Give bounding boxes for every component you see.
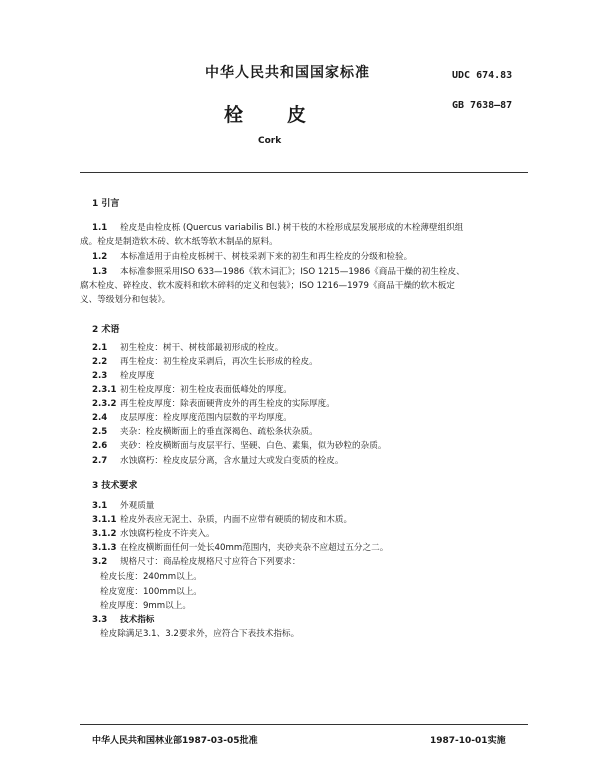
para-1-1 <box>92 222 463 235</box>
item-text: 水蚀腐朽：栓皮皮层分离，含水量过大或发白变质的栓皮。 <box>120 456 344 466</box>
item-number: 3.1 <box>92 501 108 511</box>
item-text: 再生栓皮厚度：除表面硬背皮外的再生栓皮的实际厚度。 <box>120 399 335 409</box>
item-text: 夹砂：栓皮横断面与皮层平行、坚硬、白色、素集，似为砂粒的杂质。 <box>120 441 387 451</box>
item-text: 初生栓皮厚度：初生栓皮表面低峰处的厚度。 <box>120 385 292 395</box>
item-number: 2.4 <box>92 413 108 423</box>
spec-thickness: 栓皮厚度：9mm以上。 <box>100 601 191 611</box>
standard-org-title: 中华人民共和国国家标准 <box>205 65 370 81</box>
para-3-3 <box>92 614 154 627</box>
item-number: 3.3 <box>92 615 108 625</box>
list-item <box>92 426 318 439</box>
page-subtitle-english: Cork <box>258 136 282 146</box>
list-item <box>92 500 154 513</box>
item-number: 3.2 <box>92 557 108 567</box>
page-title: 栓皮 <box>224 104 351 126</box>
section-2-heading: 2 术语 <box>92 325 120 335</box>
para-text: 栓皮是由栓皮栎 (Quercus variabilis Bl.) 树干枝的木栓形成层发展形成的木栓薄壁组织组 <box>120 223 464 233</box>
list-item <box>92 528 215 541</box>
approval-note: 中华人民共和国林业部1987-03-05批准 <box>92 736 258 746</box>
item-number: 2.2 <box>92 357 108 367</box>
list-item <box>92 412 292 425</box>
section-3-heading: 3 技术要求 <box>92 481 138 491</box>
implementation-date: 1987-10-01实施 <box>430 736 506 746</box>
spec-length: 栓皮长度：240mm以上。 <box>100 572 202 582</box>
para-3-3-body: 栓皮除满足3.1、3.2要求外，应符合下表技术指标。 <box>100 629 300 639</box>
list-item <box>92 384 292 397</box>
list-item <box>92 556 300 569</box>
gb-code: GB 7638—87 <box>452 100 513 111</box>
item-text: 技术指标 <box>120 615 155 625</box>
item-text: 规格尺寸：商品栓皮规格尺寸应符合下列要求： <box>120 557 301 567</box>
item-text: 栓皮厚度 <box>120 371 155 381</box>
item-text: 外观质量 <box>120 501 155 511</box>
para-1-3-cont: 腐木栓皮、碎栓皮、软木废料和软木碎料的定义和包装》；ISO 1216—1979《商品干燥的软木板定 <box>80 281 455 291</box>
list-item <box>92 398 335 411</box>
item-number: 2.3.1 <box>92 385 117 395</box>
para-number: 1.3 <box>92 267 108 277</box>
list-item <box>92 342 283 355</box>
udc-code: UDC 674.83 <box>452 70 513 81</box>
item-text: 水蚀腐朽栓皮不许夹入。 <box>120 529 215 539</box>
spec-width: 栓皮宽度：100mm以上。 <box>100 587 202 597</box>
item-number: 2.6 <box>92 441 108 451</box>
para-number: 1.2 <box>92 252 108 262</box>
list-item <box>92 440 386 453</box>
item-text: 再生栓皮：初生栓皮采剥后，再次生长形成的栓皮。 <box>120 357 318 367</box>
para-1-2 <box>92 251 412 264</box>
item-number: 3.1.3 <box>92 543 117 553</box>
list-item <box>92 370 154 383</box>
list-item <box>92 455 343 468</box>
item-number: 2.7 <box>92 456 108 466</box>
para-text: 本标准适用于由栓皮栎树干、树枝采剥下来的初生和再生栓皮的分级和检验。 <box>120 252 413 262</box>
header-divider <box>80 172 528 173</box>
list-item <box>92 356 318 369</box>
list-item <box>92 514 352 527</box>
para-1-1-cont: 成。栓皮是制造软木砖、软木纸等软木制品的原料。 <box>80 237 278 247</box>
item-number: 3.1.2 <box>92 529 117 539</box>
item-number: 2.1 <box>92 343 108 353</box>
item-text: 夹杂：栓皮横断面上的垂直深褐色、疏松条状杂质。 <box>120 427 318 437</box>
para-text: 本标准参照采用ISO 633—1986《软木词汇》；ISO 1215—1986《商品干燥的初生栓皮、 <box>120 267 465 277</box>
item-text: 皮层厚度：栓皮厚度范围内层数的平均厚度。 <box>120 413 292 423</box>
section-1-heading: 1 引言 <box>92 199 120 209</box>
footer-divider <box>80 724 528 725</box>
para-1-3 <box>92 266 465 279</box>
para-1-3-cont2: 义、等级划分和包装》。 <box>80 295 171 305</box>
item-number: 2.5 <box>92 427 108 437</box>
item-number: 2.3 <box>92 371 108 381</box>
item-text: 初生栓皮：树干、树枝部最初形成的栓皮。 <box>120 343 284 353</box>
list-item <box>92 542 388 555</box>
item-text: 在栓皮横断面任何一处长40mm范围内，夹砂夹杂不应超过五分之二。 <box>120 543 389 553</box>
item-text: 栓皮外表应无泥土、杂质，内面不应带有硬质的韧皮和木质。 <box>120 515 353 525</box>
item-number: 2.3.2 <box>92 399 117 409</box>
para-number: 1.1 <box>92 223 108 233</box>
item-number: 3.1.1 <box>92 515 117 525</box>
